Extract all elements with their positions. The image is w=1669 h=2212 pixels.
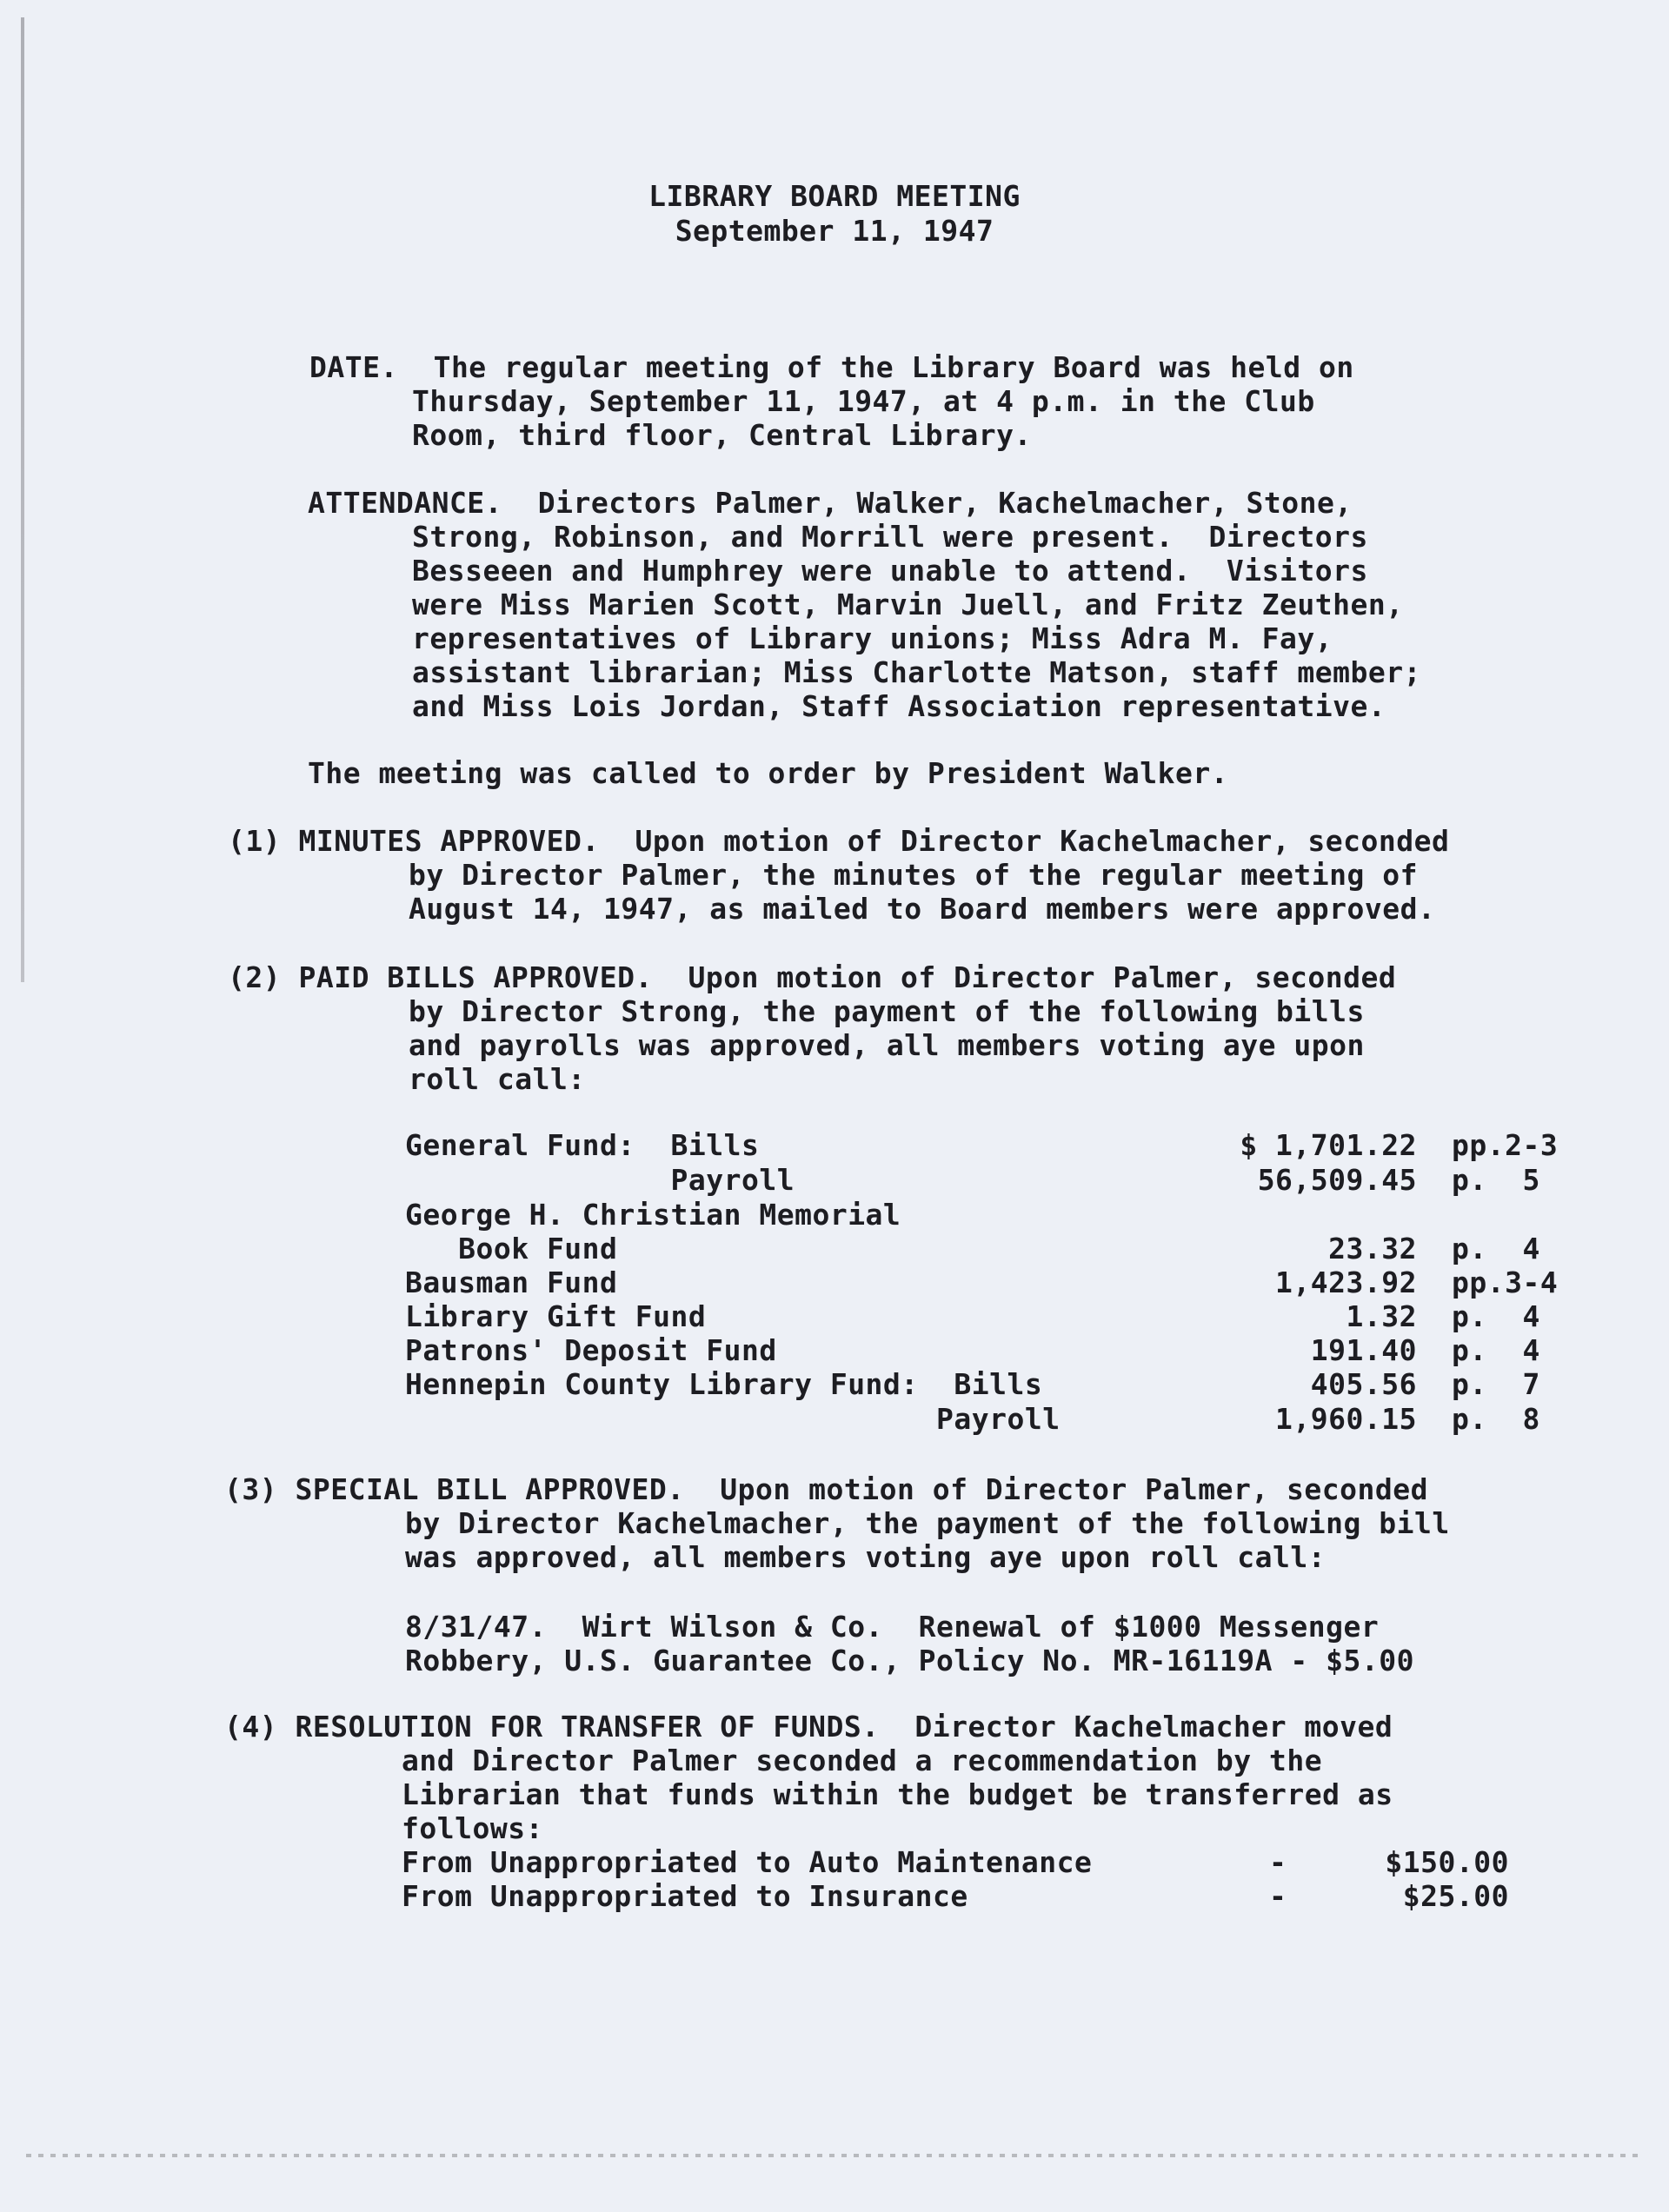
fund-label: Payroll [405, 1163, 795, 1197]
transfer-dash: - [1269, 1845, 1287, 1879]
fund-label: Book Fund [405, 1232, 618, 1265]
fund-page: p. 4 [1452, 1232, 1540, 1265]
fund-label: Bausman Fund [405, 1265, 618, 1299]
fund-amount: 1.32 [1346, 1299, 1417, 1333]
fund-amount: 1,423.92 [1275, 1265, 1417, 1299]
attendance-line-4: were Miss Marien Scott, Marvin Juell, and Fritz Zeuthen, [412, 588, 1404, 621]
item3-line-1: (3) SPECIAL BILL APPROVED. Upon motion of Director Palmer, seconded [224, 1472, 1429, 1506]
attendance-line-6: assistant librarian; Miss Charlotte Matson, staff member; [412, 655, 1421, 689]
item3-bill-line-1: 8/31/47. Wirt Wilson & Co. Renewal of $1000 Messenger [405, 1610, 1380, 1644]
fund-label: Patrons' Deposit Fund [405, 1333, 777, 1367]
item2-line-4: roll call: [409, 1062, 586, 1096]
item2-line-1: (2) PAID BILLS APPROVED. Upon motion of Director Palmer, seconded [228, 960, 1397, 994]
document-date: September 11, 1947 [675, 214, 994, 248]
date-line-2: Thursday, September 11, 1947, at 4 p.m. in the Club [412, 384, 1315, 418]
document-title: LIBRARY BOARD MEETING [648, 179, 1021, 213]
fund-page: p. 8 [1452, 1402, 1540, 1436]
fund-label: George H. Christian Memorial [405, 1198, 901, 1232]
item3-line-2: by Director Kachelmacher, the payment of the following bill [405, 1506, 1450, 1540]
fund-page: pp.3-4 [1452, 1265, 1559, 1299]
transfer-dash: - [1269, 1879, 1287, 1913]
item1-line-1: (1) MINUTES APPROVED. Upon motion of Director Kachelmacher, seconded [228, 824, 1450, 858]
fund-page: p. 5 [1452, 1163, 1540, 1197]
fund-amount: 405.56 [1310, 1367, 1417, 1401]
fund-page: pp.2-3 [1452, 1128, 1559, 1162]
attendance-line-1: ATTENDANCE. Directors Palmer, Walker, Kachelmacher, Stone, [308, 486, 1353, 520]
attendance-line-7: and Miss Lois Jordan, Staff Association representative. [412, 689, 1386, 723]
fund-amount: 191.40 [1310, 1333, 1417, 1367]
bottom-dotted-edge [26, 2154, 1643, 2157]
item1-line-3: August 14, 1947, as mailed to Board members were approved. [409, 892, 1436, 926]
fund-page: p. 4 [1452, 1333, 1540, 1367]
fund-amount: 1,960.15 [1275, 1402, 1417, 1436]
transfer-amount: $150.00 [1385, 1845, 1509, 1879]
attendance-line-2: Strong, Robinson, and Morrill were present. Directors [412, 520, 1368, 554]
date-line-1: DATE. The regular meeting of the Library Board was held on [309, 350, 1354, 384]
item4-line-2: and Director Palmer seconded a recommendation by the [402, 1744, 1323, 1777]
transfer-amount: $25.00 [1402, 1879, 1509, 1913]
fund-amount: $ 1,701.22 [1240, 1128, 1417, 1162]
attendance-line-5: representatives of Library unions; Miss Adra M. Fay, [412, 621, 1333, 655]
item2-line-3: and payrolls was approved, all members voting aye upon [409, 1028, 1365, 1062]
item2-line-2: by Director Strong, the payment of the following bills [409, 994, 1365, 1028]
fund-page: p. 4 [1452, 1299, 1540, 1333]
item4-line-4: follows: [402, 1811, 543, 1845]
item3-line-3: was approved, all members voting aye upon roll call: [405, 1540, 1327, 1574]
fund-label: Library Gift Fund [405, 1299, 707, 1333]
item4-line-1: (4) RESOLUTION FOR TRANSFER OF FUNDS. Director Kachelmacher moved [224, 1710, 1393, 1744]
item1-line-2: by Director Palmer, the minutes of the regular meeting of [409, 858, 1418, 892]
fund-label: General Fund: Bills [405, 1128, 760, 1162]
left-margin-line [21, 17, 24, 982]
fund-amount: 56,509.45 [1257, 1163, 1417, 1197]
fund-label: Hennepin County Library Fund: Bills [405, 1367, 1043, 1401]
attendance-line-3: Besseeen and Humphrey were unable to attend. Visitors [412, 554, 1368, 588]
call-to-order: The meeting was called to order by President Walker. [308, 756, 1229, 790]
date-line-3: Room, third floor, Central Library. [412, 418, 1032, 452]
fund-amount: 23.32 [1328, 1232, 1417, 1265]
transfer-label: From Unappropriated to Insurance [402, 1879, 968, 1913]
item3-bill-line-2: Robbery, U.S. Guarantee Co., Policy No. MR-16119A - $5.00 [405, 1644, 1414, 1677]
transfer-label: From Unappropriated to Auto Maintenance [402, 1845, 1093, 1879]
fund-label: Payroll [405, 1402, 1061, 1436]
fund-page: p. 7 [1452, 1367, 1540, 1401]
item4-line-3: Librarian that funds within the budget be transferred as [402, 1777, 1393, 1811]
